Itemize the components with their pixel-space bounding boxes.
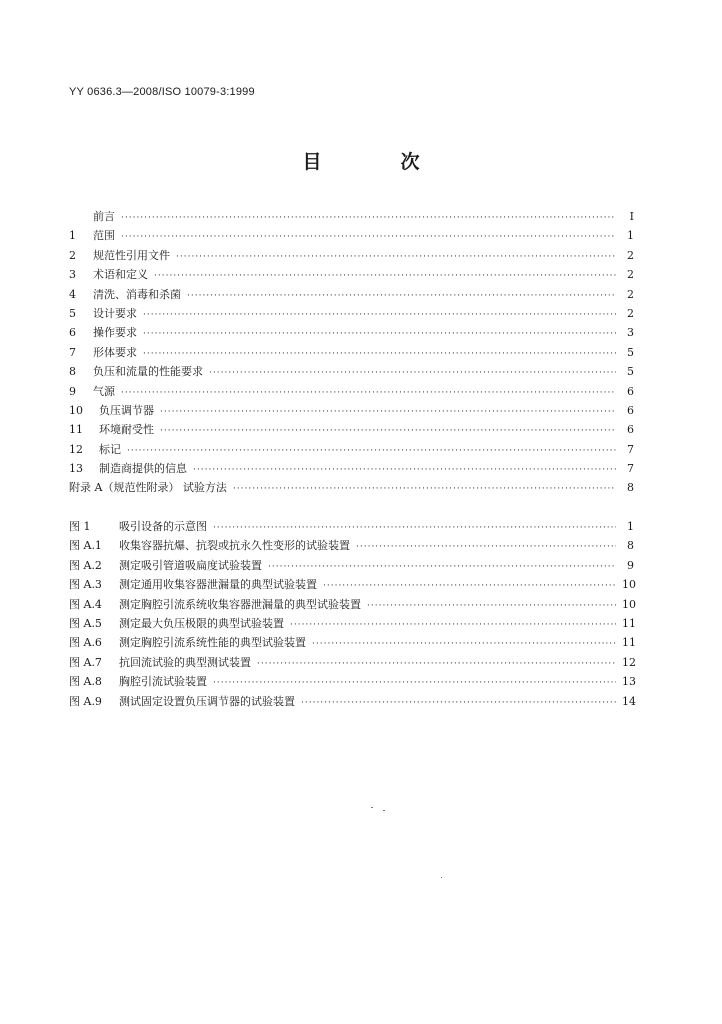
leader-dots [160, 403, 616, 422]
toc-page-number: 3 [627, 326, 634, 340]
leader-dots [312, 635, 616, 654]
leader-dots [323, 577, 616, 596]
figure-label: 收集容器抗爆、抗裂或抗永久性变形的试验装置 [119, 539, 350, 553]
toc-number: 10 [69, 403, 83, 417]
toc-number: 1 [69, 229, 76, 243]
toc-label: 清洗、消毒和杀菌 [93, 287, 181, 301]
leader-dots [187, 287, 616, 306]
figure-label: 测定胸腔引流系统性能的典型试验装置 [119, 636, 306, 650]
scan-speck [371, 807, 373, 808]
leader-dots [143, 345, 616, 364]
scan-speck [383, 810, 385, 811]
toc-page-number: 7 [627, 462, 634, 476]
toc-label: 环境耐受性 [99, 423, 154, 437]
toc-row[interactable] [69, 362, 634, 381]
toc-number: 12 [69, 442, 83, 456]
figure-label: 测定吸引管道吸扁度试验装置 [119, 558, 262, 572]
toc-row[interactable] [69, 265, 634, 284]
figure-page-number: 10 [622, 597, 636, 611]
toc-number: 8 [69, 365, 76, 379]
figure-number: 图 A.2 [69, 558, 102, 572]
figure-row[interactable] [69, 575, 634, 594]
figure-page-number: 14 [622, 694, 636, 708]
toc-page-number: 5 [627, 365, 634, 379]
toc-label: 气源 [93, 384, 115, 398]
toc-page-number: 6 [627, 384, 634, 398]
toc-row[interactable] [69, 323, 634, 342]
leader-dots [154, 267, 616, 286]
toc-row[interactable] [69, 285, 634, 304]
leader-dots [127, 442, 616, 461]
toc-label: 形体要求 [93, 345, 137, 359]
toc-row[interactable] [69, 440, 634, 459]
scan-speck [441, 877, 442, 878]
toc-number: 5 [69, 306, 76, 320]
figure-label: 胸腔引流试验装置 [119, 675, 207, 689]
toc-number: 2 [69, 248, 76, 262]
figure-label: 测定通用收集容器泄漏量的典型试验装置 [119, 578, 317, 592]
toc-number: 9 [69, 384, 76, 398]
toc-number: 3 [69, 268, 76, 282]
toc-label: 范围 [93, 229, 115, 243]
figure-page-number: 10 [622, 578, 636, 592]
figure-label: 测试固定设置负压调节器的试验装置 [119, 694, 295, 708]
toc-row[interactable] [69, 226, 634, 245]
figure-row[interactable] [69, 556, 634, 575]
leader-dots [160, 422, 616, 441]
toc-page-number: 2 [627, 248, 634, 262]
toc-row[interactable] [69, 459, 634, 478]
toc-row[interactable] [69, 246, 634, 265]
figure-row[interactable] [69, 672, 634, 691]
figure-row[interactable] [69, 595, 634, 614]
toc-row-foreword[interactable] [69, 207, 634, 226]
figure-row[interactable] [69, 536, 634, 555]
leader-dots [176, 248, 616, 267]
figure-number: 图 A.4 [69, 597, 102, 611]
leader-dots [143, 306, 616, 325]
figure-number: 图 1 [69, 520, 91, 533]
figure-number: 图 A.9 [69, 694, 102, 708]
leader-dots [209, 364, 616, 383]
toc-label: 操作要求 [93, 326, 137, 340]
leader-dots [121, 228, 616, 247]
leader-dots [290, 616, 616, 635]
toc-label: 规范性引用文件 [93, 248, 170, 262]
toc-page-number: I [629, 210, 634, 223]
toc-label: 负压调节器 [99, 403, 154, 417]
toc-row[interactable] [69, 343, 634, 362]
toc-row[interactable] [69, 401, 634, 420]
toc-page-number: 2 [627, 306, 634, 320]
list-of-figures [69, 517, 634, 711]
toc-label: 术语和定义 [93, 268, 148, 282]
figure-label: 测定胸腔引流系统收集容器泄漏量的典型试验装置 [119, 597, 361, 611]
toc-page-number: 2 [627, 287, 634, 301]
toc-label: 前言 [93, 210, 115, 223]
toc-page-number: 8 [627, 481, 634, 495]
toc-row-appendix-a[interactable] [69, 478, 634, 497]
toc-label: 制造商提供的信息 [99, 462, 187, 476]
figure-page-number: 12 [622, 655, 636, 669]
toc-label: 设计要求 [93, 306, 137, 320]
document-code-header: YY 0636.3—2008/ISO 10079-3:1999 [69, 86, 255, 98]
figure-page-number: 11 [622, 636, 636, 650]
figure-row[interactable] [69, 614, 634, 633]
figure-page-number: 8 [627, 539, 634, 553]
figure-number: 图 A.3 [69, 578, 102, 592]
figure-page-number: 13 [622, 675, 636, 689]
toc-number: 7 [69, 345, 76, 359]
toc-row[interactable] [69, 304, 634, 323]
figure-label: 测定最大负压极限的典型试验装置 [119, 616, 284, 630]
toc-page-number: 6 [627, 403, 634, 417]
leader-dots [301, 694, 616, 713]
toc-number: 13 [69, 462, 83, 476]
toc-page-number: 6 [627, 423, 634, 437]
toc-number: 11 [69, 423, 83, 437]
leader-dots [121, 384, 616, 403]
toc-row[interactable] [69, 420, 634, 439]
figure-row[interactable] [69, 692, 634, 711]
figure-page-number: 11 [622, 616, 636, 630]
figure-row[interactable] [69, 653, 634, 672]
toc-label: 附录 A（规范性附录） 试验方法 [69, 481, 227, 495]
toc-number: 4 [69, 287, 76, 301]
toc-label: 负压和流量的性能要求 [93, 365, 203, 379]
toc-number: 6 [69, 326, 76, 340]
figure-number: 图 A.7 [69, 655, 102, 669]
leader-dots [268, 558, 616, 577]
toc-label: 标记 [99, 442, 121, 456]
figure-number: 图 A.1 [69, 539, 102, 553]
figure-label: 抗回流试验的典型测试装置 [119, 655, 251, 669]
figure-number: 图 A.6 [69, 636, 102, 650]
figure-number: 图 A.8 [69, 675, 102, 689]
leader-dots [143, 325, 616, 344]
table-of-contents [69, 207, 634, 498]
toc-row[interactable] [69, 382, 634, 401]
toc-page-number: 1 [627, 229, 634, 243]
figure-label: 吸引设备的示意图 [119, 520, 207, 533]
leader-dots [356, 538, 616, 557]
figure-page-number: 1 [627, 520, 634, 533]
leader-dots [233, 480, 616, 499]
figure-number: 图 A.5 [69, 616, 102, 630]
figure-row[interactable] [69, 633, 634, 652]
page-title: 目 次 [302, 151, 450, 173]
leader-dots [367, 597, 616, 616]
leader-dots [121, 209, 616, 228]
figure-row[interactable] [69, 517, 634, 536]
toc-page-number: 2 [627, 268, 634, 282]
toc-page-number: 5 [627, 345, 634, 359]
leader-dots [257, 655, 616, 674]
figure-page-number: 9 [627, 558, 634, 572]
leader-dots [193, 461, 616, 480]
toc-page-number: 7 [627, 442, 634, 456]
